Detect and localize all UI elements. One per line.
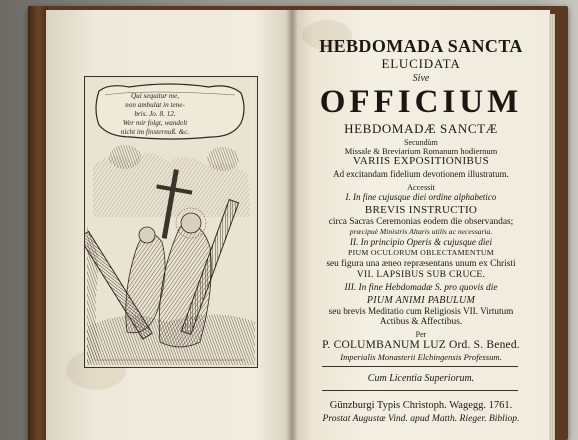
engraving-inscription xyxy=(100,90,210,152)
imprint-line: Prostat Augustæ Vind. apud Matth. Rieger. Bibliop. xyxy=(322,413,520,424)
title-line: Actibus & Affectibus. xyxy=(379,317,463,327)
title-line: Missale & Breviarium Romanum hodiernum xyxy=(344,146,498,156)
title-line: ELUCIDATA xyxy=(381,56,461,71)
title-line: Imperialis Monasterii Elchingensis Professum. xyxy=(340,352,502,362)
title-line: VARIIS EXPOSITIONIBUS xyxy=(352,155,490,167)
title-line: Sive xyxy=(412,73,430,84)
title-line: seu brevis Meditatio cum Religiosis VII. Virtutum xyxy=(328,306,514,316)
title-line: Per xyxy=(415,330,427,339)
title-line: circa Sacras Ceremonias eodem die observandas; xyxy=(328,217,514,227)
license-line: Cum Licentia Superiorum. xyxy=(367,373,475,384)
title-line: Secundùm xyxy=(404,138,438,147)
divider xyxy=(322,390,518,391)
inscription-line: Qui sequitur me, xyxy=(130,92,180,100)
inscription-line: nicht im finsternuß. &c. xyxy=(120,128,190,136)
title-line: II. In principio Operis & cujusque diei xyxy=(349,237,493,247)
inscription-line: non ambulat in tene- xyxy=(125,101,185,109)
imprint-line: Günzburgi Typis Christoph. Wagegg. 1761. xyxy=(329,400,513,411)
title-line: seu figura una æneo repræsentans unum ex Christi xyxy=(326,259,516,269)
divider xyxy=(322,366,518,367)
title-line: HEBDOMADA SANCTA xyxy=(319,36,523,56)
title-line: Ad excitandam fidelium devotionem illustratum. xyxy=(333,169,509,179)
title-line: PIUM OCULORUM OBLECTAMENTUM xyxy=(347,248,495,257)
title-line: Accessit xyxy=(407,183,435,192)
author-line: P. COLUMBANUM LUZ Ord. S. Bened. xyxy=(322,339,520,351)
title-line: VII. LAPSIBUS SUB CRUCE. xyxy=(356,269,486,280)
title-line: III. In fine Hebdomadæ S. pro quovis die xyxy=(344,283,498,293)
title-line: BREVIS INSTRUCTIO xyxy=(364,204,478,216)
book-spine xyxy=(28,6,48,440)
title-line: HEBDOMADÆ SANCTÆ xyxy=(344,121,498,136)
main-title: OFFICIUM xyxy=(319,84,523,120)
inscription-line: Wer mir folgt, wandelt xyxy=(122,119,188,127)
inscription-line: bris. Jo. 8. 12. xyxy=(134,110,176,118)
title-line: I. In fine cujusque diei ordine alphabetico xyxy=(345,192,497,202)
title-line: præcipuè Ministris Altaris utilis ac necessaria. xyxy=(349,227,493,236)
title-line: PIUM ANIMI PABULUM xyxy=(366,295,476,306)
